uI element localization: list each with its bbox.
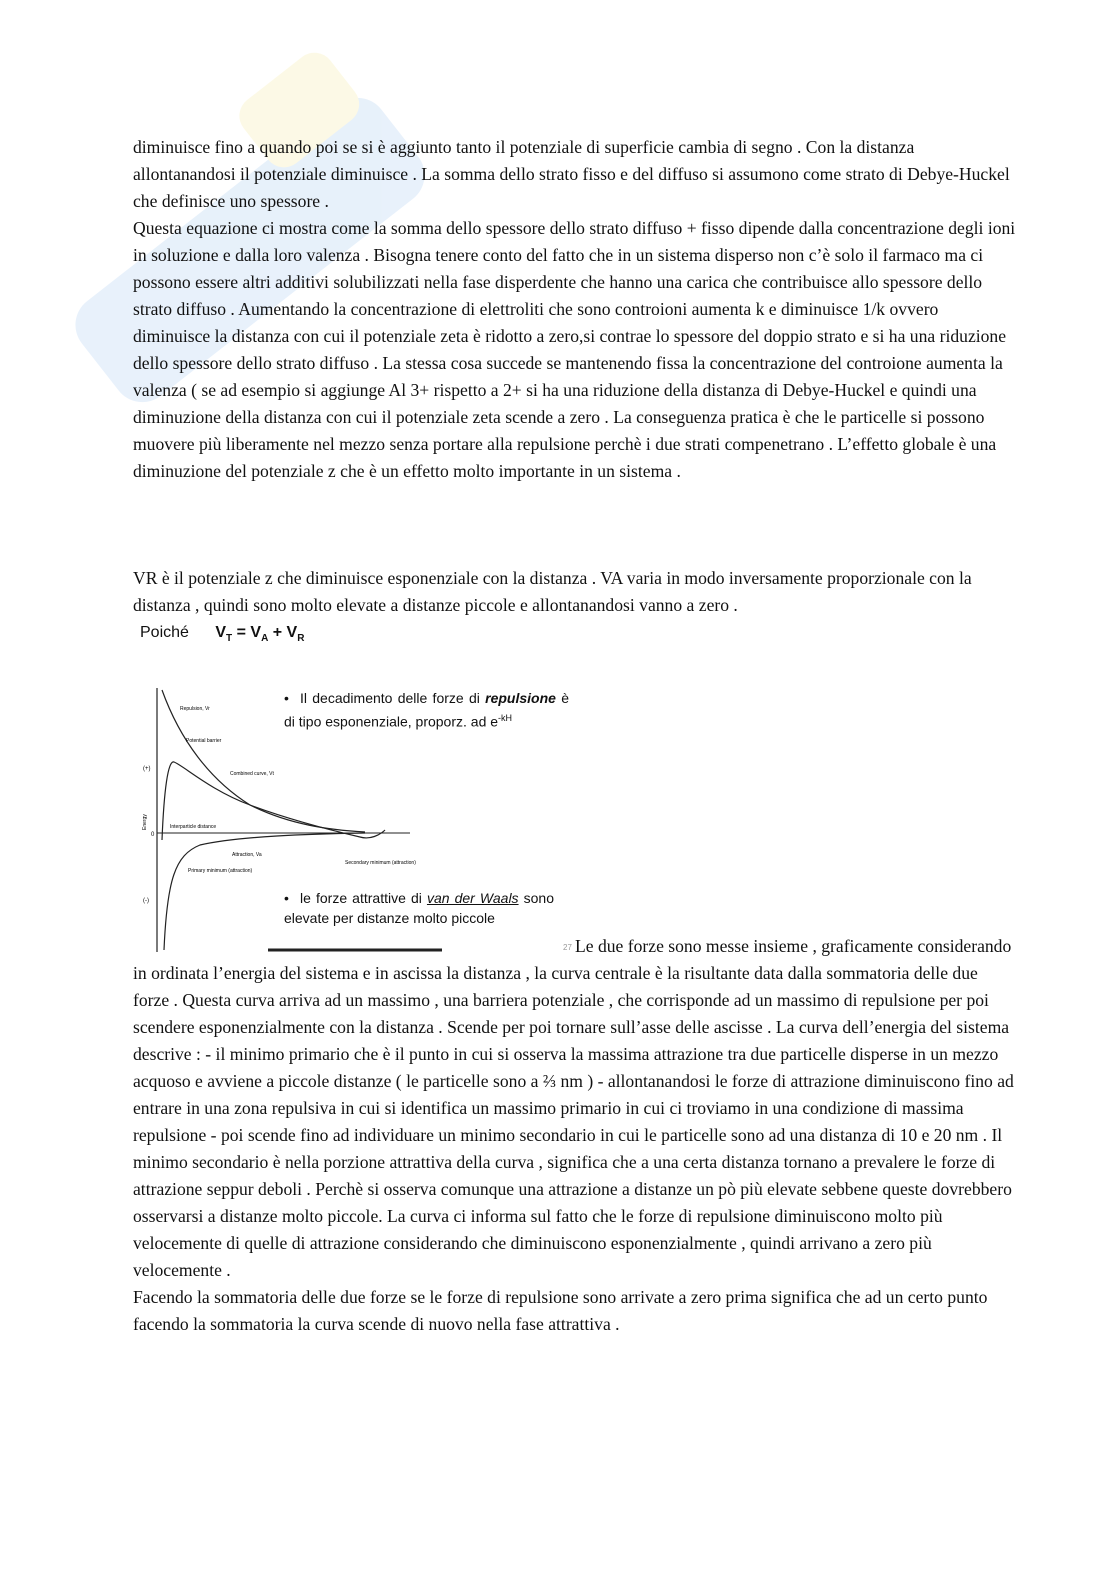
label-secondary-min: Secondary minimum (attraction) bbox=[345, 860, 416, 866]
label-repulsion: Repulsion, Vr bbox=[180, 706, 210, 712]
label-barrier: Potential barrier bbox=[186, 738, 222, 744]
equation-prefix: Poiché bbox=[140, 624, 189, 641]
paragraph-debye-huckel: diminuisce fino a quando poi se si è aggiunto tanto il potenziale di superficie cambia di segno . Con la distanza allontanandosi il potenziale diminuisce . La somma dello strato fisso e del diffuso si assumono come strato di Debye-Huckel che definisce uno spessore . Questa equazione ci mostra come la somma dello spessore dello strato diffuso + fisso dipende dalla concentrazione degli ioni in soluzione e dalla loro valenza . Bisogna tenere conto del fatto che in un sistema disperso non c’è solo il farmaco ma ci possono essere altri additivi solubilizzati nella fase disperdente che hanno una carica che contribuisce allo spessore dello strato diffuso . Aumentando la concentrazione di elettroliti che sono controioni aumenta k e diminuisce 1/k ovvero diminuisce la distanza con cui il potenziale zeta è ridotto a zero,si contrae lo spessore del doppio strato e si ha una riduzione dello spessore dello strato diffuso . La stessa cosa succede se mantenendo fissa la concentrazione del controione aumenta la valenza ( se ad esempio si aggiunge Al 3+ rispetto a 2+ si ha una riduzione della distanza di Debye-Huckel e quindi una diminuzione della distanza con cui il potenziale zeta scende a zero . La conseguenza pratica è che le particelle si possono muovere più liberamente nel mezzo senza portare alla repulsione perchè i due strati compenetrano . L’effetto globale è una diminuzione del potenziale z che è un effetto molto importante in un sistema . bbox=[133, 137, 1016, 481]
label-minus: (-) bbox=[143, 898, 149, 904]
bullet-repulsion: • Il decadimento delle forze di repulsione è di tipo esponenziale, proporz. ad $e^{-kH}$ bbox=[284, 690, 569, 730]
label-combined: Combined curve, Vt bbox=[230, 771, 274, 777]
label-primary-min: Primary minimum (attraction) bbox=[188, 868, 253, 874]
paragraph-energy-curve bbox=[133, 933, 1018, 1338]
label-energy: Energy bbox=[142, 814, 148, 830]
paragraph-energy-curve-rest: considerando in ordinata l’energia del sistema e in ascissa la distanza , la curva centrale è la risultante data dalla sommatoria delle due forze . Questa curva arriva ad un massimo , una barriera potenziale , che corrisponde ad un massimo di repulsione per poi scendere esponenzialmente con la distanza . Scende per poi tornare sull’asse delle ascisse . La curva dell’energia del sistema descrive : - il minimo primario che è il punto in cui si osserva la massima attrazione tra due particelle disperse in un mezzo acquoso e avviene a piccole distanze ( le particelle sono a ⅔ nm ) - allontanandosi le forze di attrazione diminuiscono fino ad entrare in una zona repulsiva in cui si identifica un massimo primario in cui ci troviamo in una condizione di massima repulsione - poi scende fino ad individuare un minimo secondario in cui le particelle sono ad una distanza di 10 e 20 nm . Il minimo secondario è nella porzione attrattiva della curva , significa che a una certa distanza tornano a prevalere le forze di attrazione seppur deboli . Perchè si osserva comunque una attrazione a distanze un pò più elevate sebbene queste dovrebbero osservarsi a distanze molto piccole. La curva ci informa sul fatto che le forze di repulsione diminuiscono molto più velocemente di quelle di attrazione considerando che diminuiscono esponenzialmente , quindi arrivano a zero più velocemente . Facendo la sommatoria delle due forze se le forze di repulsione sono arrivate a zero prima significa che ad un certo punto facendo la sommatoria la curva scende di nuovo nella fase attrattiva . bbox=[133, 936, 1014, 1334]
bullet-van-der-waals: • le forze attrattive di van der Waals sono elevate per distanze molto piccole bbox=[284, 890, 555, 926]
equation-vt bbox=[140, 624, 304, 644]
label-interparticle: Interparticle distance bbox=[170, 824, 217, 830]
dlvo-figure bbox=[140, 680, 580, 960]
label-zero: 0 bbox=[151, 832, 155, 838]
label-attraction: Attraction, Va bbox=[232, 852, 262, 858]
equation-formula: $V_T = V_A + V_R$ bbox=[215, 624, 305, 645]
paragraph-vr-va: VR è il potenziale z che diminuisce esponenziale con la distanza . VA varia in modo inversamente proporzionale con la distanza , quindi sono molto elevate a distanze piccole e allontanandosi vanno a zero . bbox=[133, 568, 972, 615]
label-plus: (+) bbox=[143, 766, 151, 772]
page-number: 27 bbox=[563, 943, 572, 952]
paragraph-energy-curve-first: Le due forze sono messe insieme , graficamente bbox=[575, 936, 914, 956]
